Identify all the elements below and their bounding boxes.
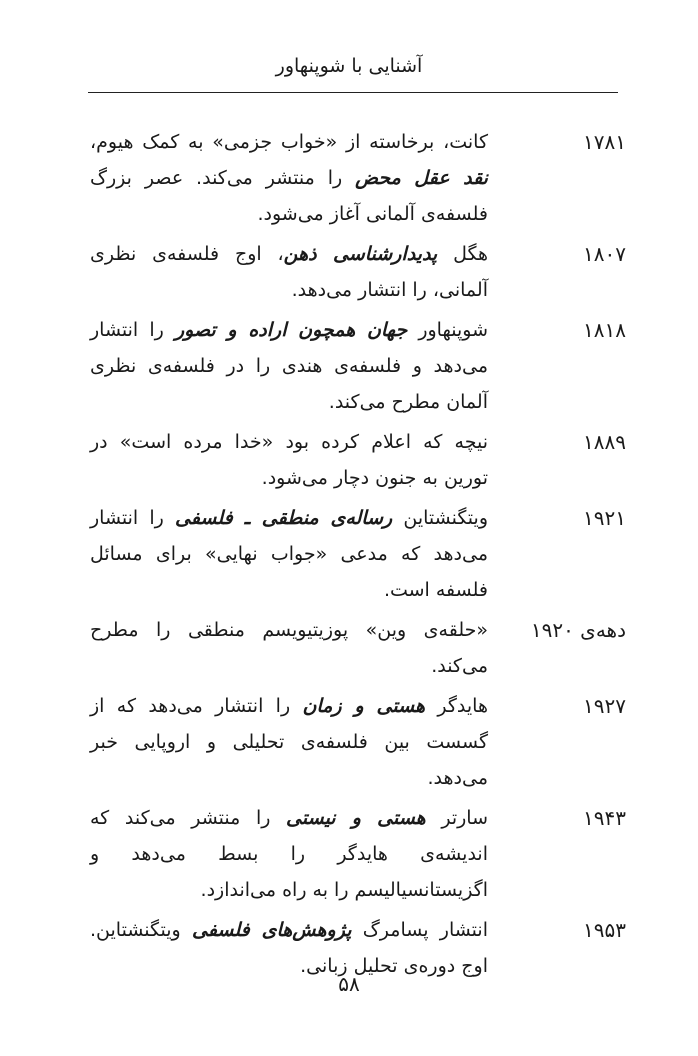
entry-year: ۱۸۸۹	[583, 430, 626, 454]
book-title: هستی و نیستی	[286, 807, 426, 829]
timeline-entry	[0, 688, 698, 796]
entry-text	[90, 612, 488, 684]
timeline	[0, 124, 698, 984]
entry-year: ۱۸۰۷	[583, 242, 626, 266]
entry-text-part: سارتر	[425, 807, 489, 829]
book-title: پژوهش‌های فلسفی	[191, 919, 352, 941]
entry-year: ۱۹۲۷	[583, 694, 626, 718]
timeline-entry	[0, 236, 698, 308]
book-title: پدیدارشناسی ذهن	[283, 243, 438, 265]
entry-year: ۱۷۸۱	[583, 130, 626, 154]
entry-text	[90, 124, 488, 232]
entry-text	[90, 688, 488, 796]
entry-text-part: هگل	[437, 243, 488, 265]
header-divider	[88, 92, 618, 93]
entry-text-part: را انتشار می‌دهد و فلسفه‌ی هندی را در فلسفه‌ی نظری آلمان مطرح می‌کند.	[90, 319, 488, 413]
book-title: نقد عقل محض	[355, 167, 488, 189]
entry-text-part: نیچه که اعلام کرده بود «خدا مرده است» در تورین به جنون دچار می‌شود.	[90, 431, 488, 489]
entry-text	[90, 312, 488, 420]
timeline-entry	[0, 312, 698, 420]
timeline-entry	[0, 612, 698, 684]
entry-year: ۱۹۲۱	[583, 506, 626, 530]
entry-text	[90, 424, 488, 496]
entry-year: ۱۹۴۳	[583, 806, 626, 830]
entry-text-part: ویتگنشتاین	[392, 507, 489, 529]
page-number: ۵۸	[338, 972, 360, 996]
running-header: آشنایی با شوپنهاور	[275, 55, 423, 77]
entry-text-part: ویتگنشتاین. اوج دوره‌ی تحلیل زبانی.	[90, 919, 488, 977]
entry-year: دهه‌ی ۱۹۲۰	[530, 618, 626, 642]
entry-text	[90, 800, 488, 908]
entry-text-part: کانت، برخاسته از «خواب جزمی» به کمک هیوم،	[90, 131, 488, 153]
entry-text-part: «حلقه‌ی وین» پوزیتیویسم منطقی را مطرح می‌کند.	[90, 619, 488, 677]
entry-text	[90, 500, 488, 608]
entry-text-part: شوپنهاور	[407, 319, 488, 341]
timeline-entry	[0, 500, 698, 608]
entry-text-part: را انتشار می‌دهد که مدعی «جواب نهایی» برای مسائل فلسفه است.	[90, 507, 488, 601]
book-title: جهان همچون اراده و تصور	[174, 319, 408, 341]
timeline-entry	[0, 800, 698, 908]
timeline-entry	[0, 424, 698, 496]
book-title: هستی و زمان	[302, 695, 426, 717]
entry-text-part: را منتشر می‌کند. عصر بزرگ فلسفه‌ی آلمانی آغاز می‌شود.	[90, 167, 488, 225]
entry-text-part: هایدگر	[425, 695, 488, 717]
entry-text-part: انتشار پسامرگ	[351, 919, 488, 941]
timeline-entry	[0, 124, 698, 232]
entry-year: ۱۹۵۳	[583, 918, 626, 942]
entry-text-part: ، اوج فلسفه‌ی نظری آلمانی، را انتشار می‌دهد.	[90, 243, 488, 301]
entry-year: ۱۸۱۸	[583, 318, 626, 342]
entry-text-part: را انتشار می‌دهد که از گسست بین فلسفه‌ی تحلیلی و اروپایی خبر می‌دهد.	[90, 695, 488, 789]
book-title: رساله‌ی منطقی ـ فلسفی	[174, 507, 393, 529]
entry-text	[90, 236, 488, 308]
entry-text-part: را منتشر می‌کند که اندیشه‌ی هایدگر را بسط می‌دهد و اگزیستانسیالیسم را به راه می‌اندازد.	[90, 807, 488, 901]
